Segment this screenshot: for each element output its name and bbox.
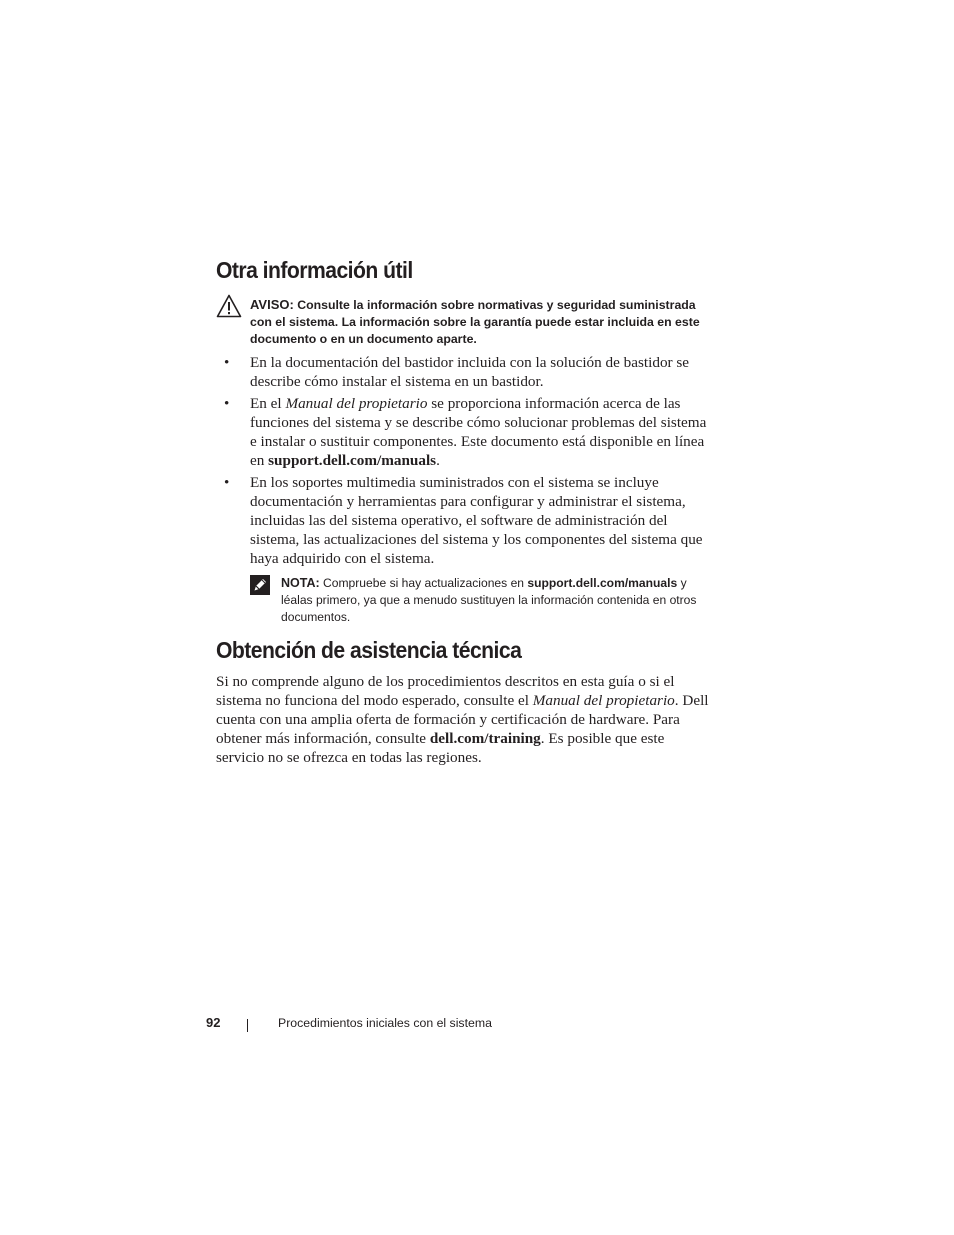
bullet-text: En la documentación del bastidor incluida con la solución de bastidor se describe cómo instalar el sistema en un bastidor. xyxy=(250,354,690,390)
note-text: NOTA: Compruebe si hay actualizaciones en support.dell.com/manuals y léalas primero, ya que a menudo sustituyen la información contenida en otros documentos. xyxy=(281,576,697,624)
list-item: • En los soportes multimedia suministrados con el sistema se incluye documentación y herramientas para configurar y administrar el sistema, incluidas las del sistema operativo, el software de administración del sistema, las actualizaciones del sistema y los componentes del sistema que haya adquirido con el sistema. xyxy=(224,474,703,568)
section-heading-otra-informacion: Otra información útil xyxy=(216,257,413,283)
page-number: 92 xyxy=(206,1015,221,1030)
training-link[interactable]: dell.com/training xyxy=(429,729,541,747)
manual-title: Manual del propietario xyxy=(285,395,428,413)
info-bullet-list xyxy=(216,354,716,572)
note-pencil-icon xyxy=(250,575,270,595)
support-paragraph: Si no comprende alguno de los procedimientos descritos en esta guía o si el sistema no funciona del modo esperado, consulte el Manual del propietario. Dell cuenta con una amplia oferta de formación y certificación de hardware. Para obtener más información, consulte dell.com/training. Es posible que este servicio no se ofrezca en todas las regiones. xyxy=(216,673,709,766)
notice-body: Consulte la información sobre normativas y seguridad suministrada con el sistema. La información sobre la garantía puede estar incluida en este documento o en un documento aparte. xyxy=(250,298,700,346)
support-link[interactable]: support.dell.com/manuals xyxy=(268,452,437,470)
note-label: NOTA: xyxy=(281,576,320,590)
bullet-text: En los soportes multimedia suministrados con el sistema se incluye documentación y herramientas para configurar y administrar el sistema, incluidas las del sistema operativo, el software de administración del sistema, las actualizaciones del sistema y los componentes del sistema que haya adquirido con el sistema. xyxy=(250,474,703,568)
notice-text xyxy=(250,296,720,348)
support-link[interactable]: support.dell.com/manuals xyxy=(527,576,678,590)
section-heading-asistencia-tecnica: Obtención de asistencia técnica xyxy=(216,637,522,663)
list-item: • En la documentación del bastidor incluida con la solución de bastidor se describe cómo instalar el sistema en un bastidor. xyxy=(224,354,690,390)
page-footer xyxy=(0,1015,954,1035)
notice-label: AVISO: xyxy=(250,297,294,312)
manual-title: Manual del propietario xyxy=(532,691,675,709)
list-item: • En el Manual del propietario se proporciona información acerca de las funciones del sistema y se describe cómo solucionar problemas del sistema e instalar o sustituir componentes. Este documento está disponible en línea en support.dell.com/manuals. xyxy=(224,395,707,470)
warning-triangle-icon xyxy=(216,294,242,318)
footer-divider xyxy=(247,1019,248,1032)
footer-title: Procedimientos iniciales con el sistema xyxy=(278,1016,492,1030)
